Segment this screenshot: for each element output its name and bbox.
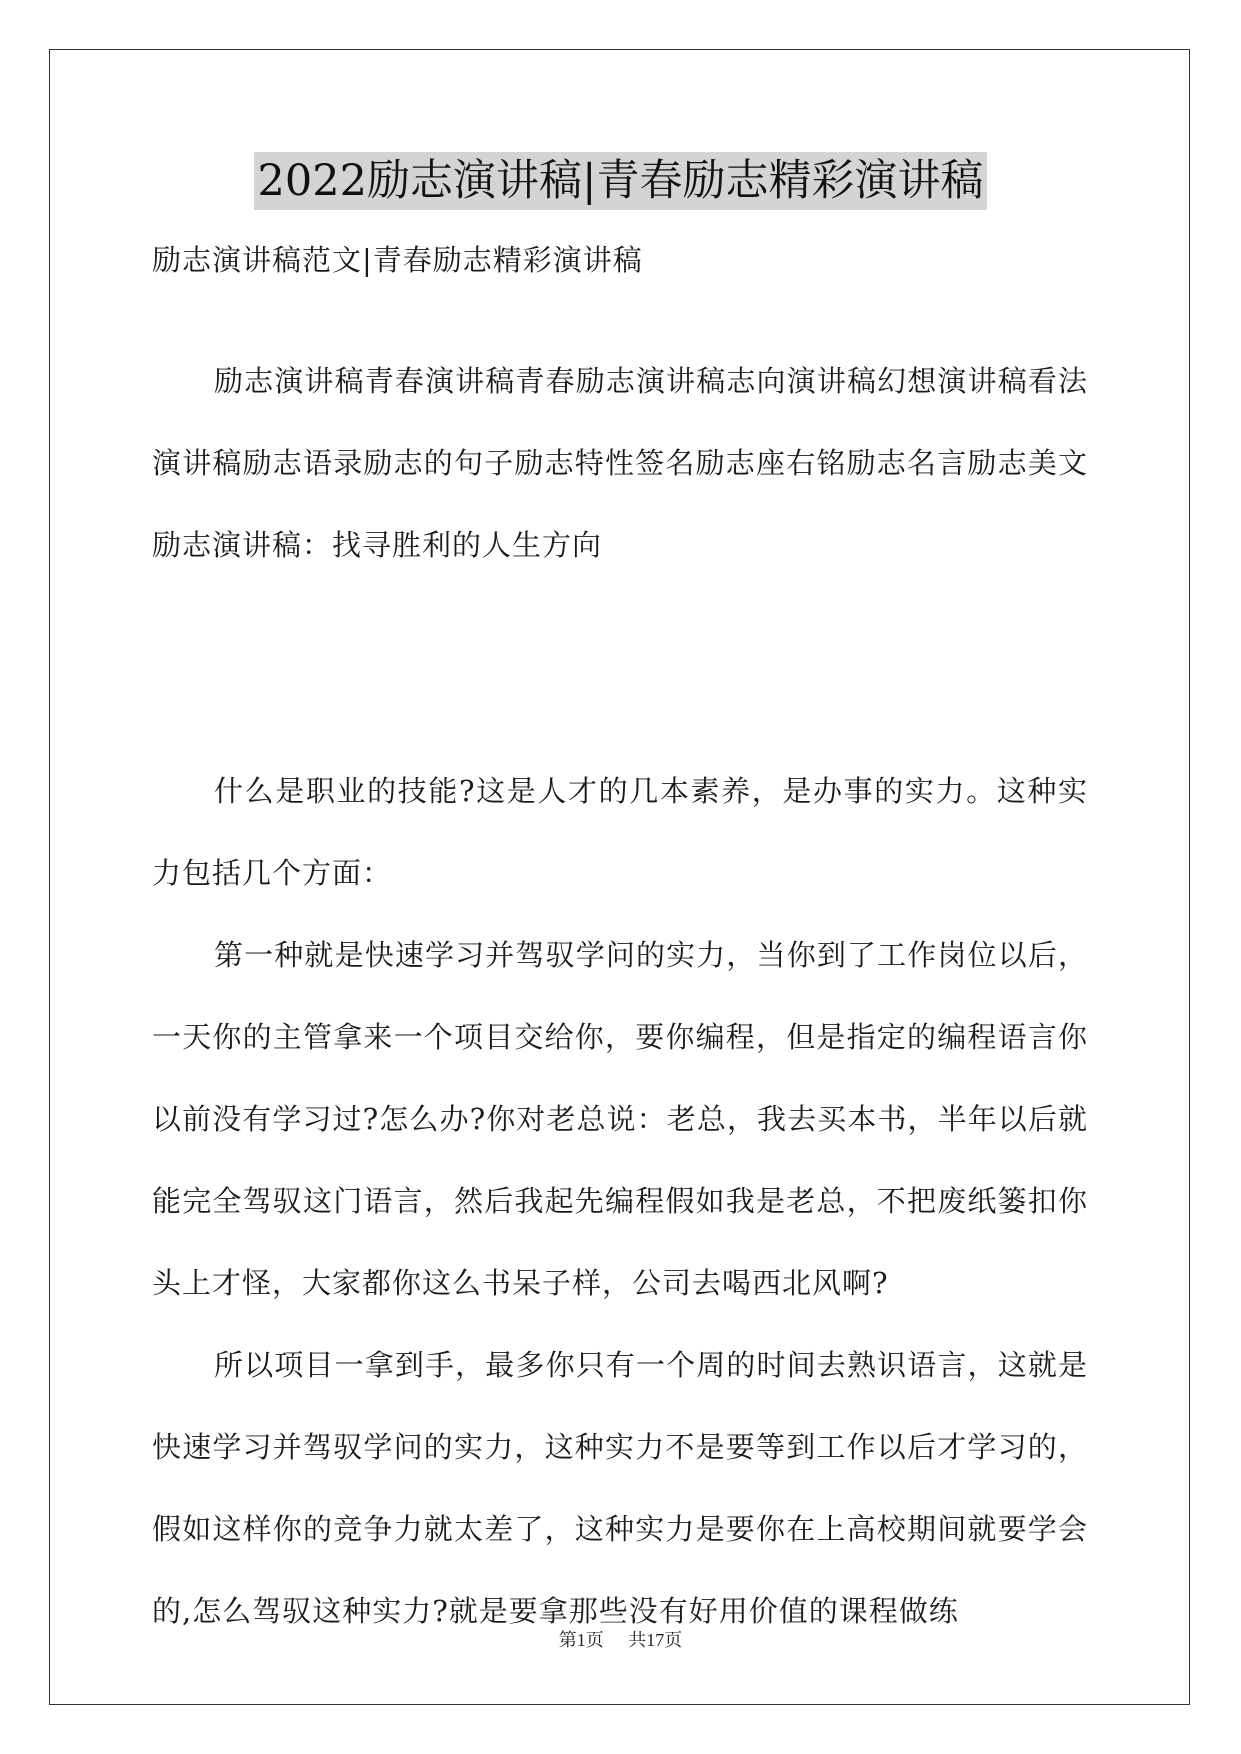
page-footer — [0, 1628, 1241, 1652]
page-number-current: 第1页 — [558, 1630, 604, 1650]
document-body — [152, 340, 1088, 1652]
document-subtitle: 励志演讲稿范文|青春励志精彩演讲稿 — [152, 243, 643, 277]
page-number-total: 共17页 — [628, 1630, 683, 1650]
paragraph-first-ability: 第一种就是快速学习并驾驭学问的实力，当你到了工作岗位以后，一天你的主管拿来一个项目交给你，要你编程，但是指定的编程语言你以前没有学习过?怎么办?你对老总说：老总，我去买本书，半年以后就能完全驾驭这门语言，然后我起先编程假如我是老总，不把废纸篓扣你头上才怪，大家都你这么书呆子样，公司去喝西北风啊? — [152, 938, 1088, 1300]
paragraph-intro: 励志演讲稿青春演讲稿青春励志演讲稿志向演讲稿幻想演讲稿看法演讲稿励志语录励志的句子励志特性签名励志座右铭励志名言励志美文励志演讲稿：找寻胜利的人生方向 — [152, 364, 1088, 562]
paragraph-project-timeline: 所以项目一拿到手，最多你只有一个周的时间去熟识语言，这就是快速学习并驾驭学问的实力，这种实力不是要等到工作以后才学习的，假如这样你的竞争力就太差了，这种实力是要你在上高校期间就要学会的,怎么驾驭这种实力?就是要拿那些没有好用价值的课程做练 — [152, 1348, 1088, 1628]
paragraph-skills-question: 什么是职业的技能?这是人才的几本素养，是办事的实力。这种实力包括几个方面： — [152, 774, 1088, 890]
document-title: 2022励志演讲稿|青春励志精彩演讲稿 — [254, 152, 988, 210]
title-container — [0, 152, 1241, 210]
